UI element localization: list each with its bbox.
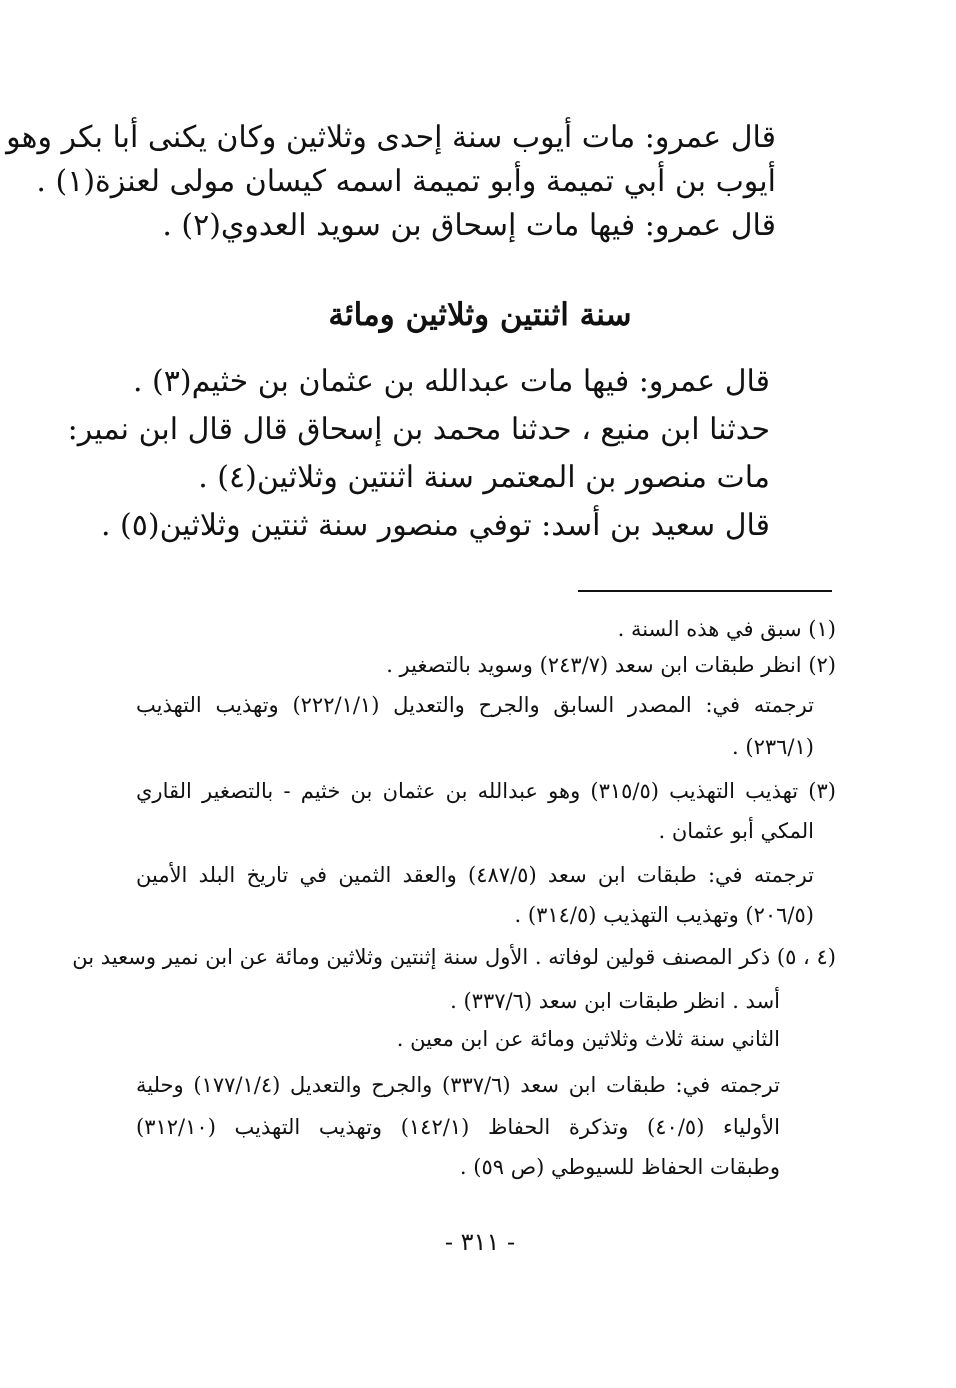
footnote-4-5: (٤ ، ٥) ذكر المصنف قولين لوفاته . الأول سنة إثنتين وثلاثين ومائة عن ابن نمير وسعيد بن bbox=[72, 945, 836, 969]
footnote-3-cont-2: ترجمته في: طبقات ابن سعد (٤٨٧/٥) والعقد الثمين في تاريخ البلد الأمين bbox=[136, 863, 815, 887]
main-line-1: قال عمرو: مات أيوب سنة إحدى وثلاثين وكان يكنى أبا بكر وهو bbox=[6, 120, 776, 155]
footnote-separator bbox=[578, 590, 832, 592]
section-heading: سنة اثنتين وثلاثين ومائة bbox=[328, 297, 632, 333]
footnote-4-5-cont-5: وطبقات الحفاظ للسيوطي (ص ٥٩) . bbox=[459, 1155, 780, 1179]
main-line-5: حدثنا ابن منيع ، حدثنا محمد بن إسحاق قال قال ابن نمير: bbox=[67, 412, 770, 447]
main-line-4: قال عمرو: فيها مات عبدالله بن عثمان بن خثيم(٣) . bbox=[132, 364, 770, 399]
page-number: - ٣١١ - bbox=[444, 1228, 516, 1256]
footnote-3-cont-3: (٢٠٦/٥) وتهذيب التهذيب (٣١٤/٥) . bbox=[514, 903, 814, 927]
footnote-2-cont-1: ترجمته في: المصدر السابق والجرح والتعديل (٢٢٢/١/١) وتهذيب التهذيب bbox=[136, 693, 815, 717]
main-line-3: قال عمرو: فيها مات إسحاق بن سويد العدوي(٢) . bbox=[162, 208, 776, 243]
footnote-4-5-cont-4: الأولياء (٤٠/٥) وتذكرة الحفاظ (١٤٢/١) وتهذيب التهذيب (٣١٢/١٠) bbox=[136, 1115, 780, 1139]
footnote-2-cont-2: (٢٣٦/١) . bbox=[732, 735, 814, 759]
footnote-3-cont-1: المكي أبو عثمان . bbox=[658, 819, 814, 843]
main-line-2: أيوب بن أبي تميمة وأبو تميمة اسمه كيسان مولى لعنزة(١) . bbox=[36, 164, 776, 199]
main-line-7: قال سعيد بن أسد: توفي منصور سنة ثنتين وثلاثين(٥) . bbox=[100, 508, 770, 543]
footnote-4-5-cont-1: أسد . انظر طبقات ابن سعد (٣٣٧/٦) . bbox=[450, 989, 780, 1013]
footnote-4-5-cont-2: الثاني سنة ثلاث وثلاثين ومائة عن ابن معين . bbox=[396, 1027, 780, 1051]
main-line-6: مات منصور بن المعتمر سنة اثنتين وثلاثين(٤) . bbox=[198, 460, 770, 495]
footnote-2: (٢) انظر طبقات ابن سعد (٢٤٣/٧) وسويد بالتصغير . bbox=[386, 653, 836, 677]
footnote-4-5-cont-3: ترجمته في: طبقات ابن سعد (٣٣٧/٦) والجرح والتعديل (١٧٧/١/٤) وحلية bbox=[136, 1073, 780, 1097]
footnote-3: (٣) تهذيب التهذيب (٣١٥/٥) وهو عبدالله بن عثمان بن خثيم - بالتصغير القاري bbox=[136, 779, 836, 803]
footnote-1: (١) سبق في هذه السنة . bbox=[617, 617, 836, 641]
